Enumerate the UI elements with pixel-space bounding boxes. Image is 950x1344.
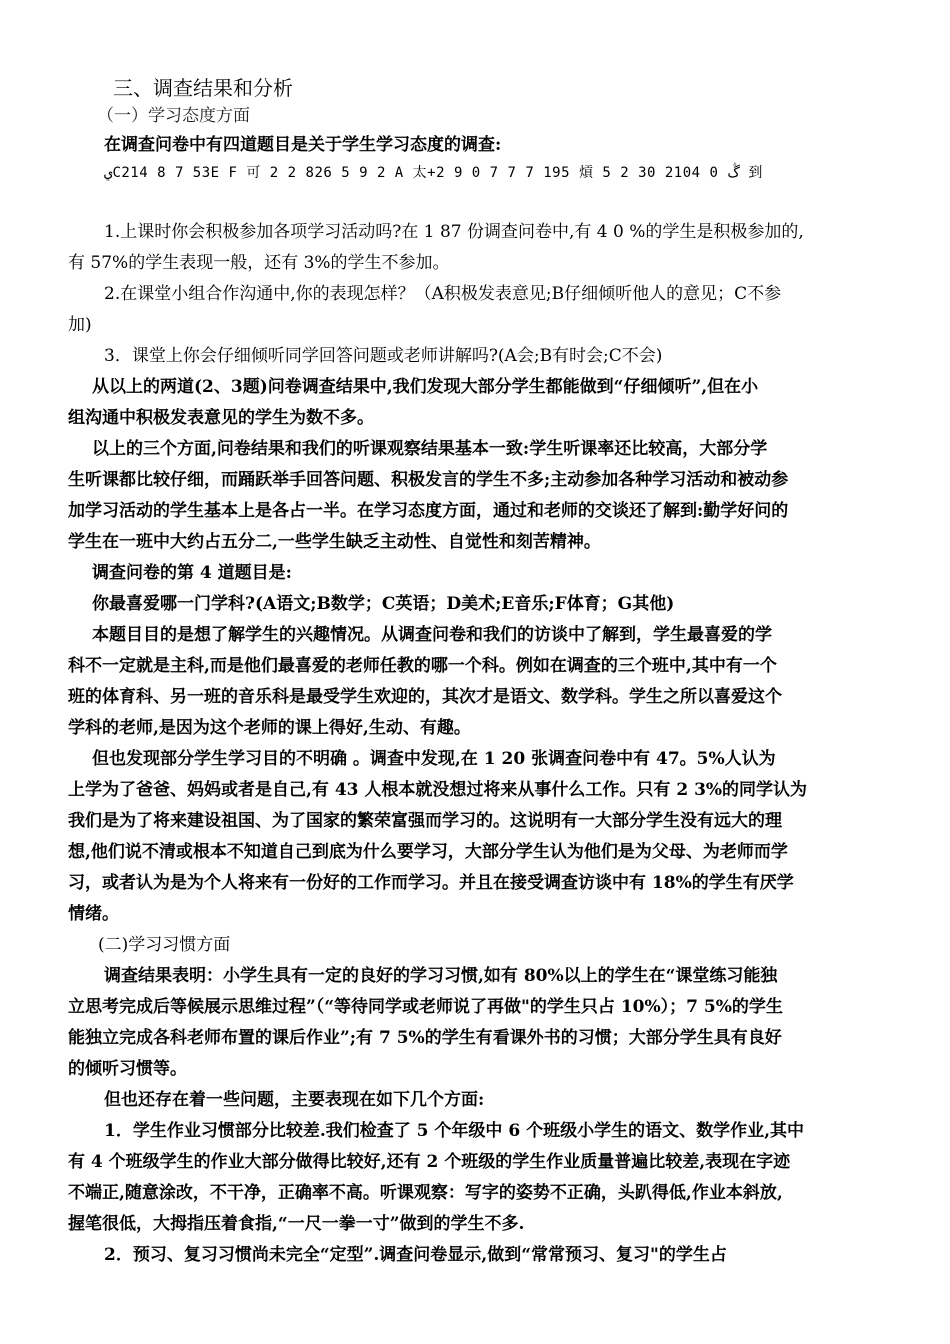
- body-line: 的倾听习惯等。: [68, 1059, 187, 1079]
- body-line: 但也还存在着一些问题，主要表现在如下几个方面:: [104, 1090, 485, 1110]
- body-line: 调查问卷的第 4 道题目是:: [92, 563, 292, 583]
- body-line: 本题目目的是想了解学生的兴趣情况。从调查问卷和我们的访谈中了解到，学生最喜爱的学: [92, 625, 772, 645]
- body-line: 能独立完成各科老师布置的课后作业”;有 7 5%的学生有看课外书的习惯；大部分学生具有良好: [68, 1028, 782, 1048]
- body-line: 1．学生作业习惯部分比较差.我们检查了 5 个年级中 6 个班级小学生的语文、数学作业,其中: [104, 1121, 804, 1141]
- body-line: 有 57%的学生表现一般，还有 3%的学生不参加。: [68, 253, 450, 273]
- body-line: 1.上课时你会积极参加各项学习活动吗?在 1 87 份调查问卷中,有 4 0 %的学生是积极参加的,: [104, 222, 804, 242]
- section-title: 三、调查结果和分析: [113, 76, 293, 100]
- body-line: 加学习活动的学生基本上是各占一半。在学习态度方面，通过和老师的交谈还了解到:勤学好问的: [68, 501, 789, 521]
- body-line: 但也发现部分学生学习目的不明确 。调查中发现,在 1 20 张调查问卷中有 47。5%人认为: [92, 749, 776, 769]
- body-line: 组沟通中积极发表意见的学生为数不多。: [68, 408, 374, 428]
- body-line: 2．预习、复习习惯尚未完全“定型”.调查问卷显示,做到“常常预习、复习"的学生占: [104, 1245, 727, 1265]
- body-line: 有 4 个班级学生的作业大部分做得比较好,还有 2 个班级的学生作业质量普遍比较差,表现在字迹: [68, 1152, 791, 1172]
- subsection-title-habits: (二)学习习惯方面: [98, 935, 231, 955]
- body-line: 想,他们说不清或根本不知道自己到底为什么要学习，大部分学生认为他们是为父母、为老师而学: [68, 842, 788, 862]
- body-line: 班的体育科、另一班的音乐科是最受学生欢迎的，其次才是语文、数学科。学生之所以喜爱这个: [68, 687, 782, 707]
- intro-line: 在调查问卷中有四道题目是关于学生学习态度的调查:: [104, 135, 502, 155]
- body-line: 握笔很低，大拇指压着食指,“一尺一拳一寸”做到的学生不多.: [68, 1214, 525, 1234]
- body-line: 2.在课堂小组合作沟通中,你的表现怎样？（A积极发表意见;B仔细倾听他人的意见；C不参: [104, 284, 782, 304]
- body-line: 调查结果表明：小学生具有一定的良好的学习习惯,如有 80%以上的学生在“课堂练习能独: [104, 966, 778, 986]
- body-line: 上学为了爸爸、妈妈或者是自己,有 43 人根本就没想过将来从事什么工作。只有 2 3%的同学认为: [68, 780, 808, 800]
- body-line: 我们是为了将来建设祖国、为了国家的繁荣富强而学习的。这说明有一大部分学生没有远大的理: [68, 811, 782, 831]
- body-line: 科不一定就是主科,而是他们最喜爱的老师任教的哪一个科。例如在调查的三个班中,其中有一个: [68, 656, 777, 676]
- garbled-line: يC214 8 7 53E F 可 2 2 826 5 9 2 A 太+2 9 0 7 7 7 195 熕 5 2 30 2104 0 ڴ 到: [104, 165, 763, 181]
- body-line: 从以上的两道(2、3题)问卷调查结果中,我们发现大部分学生都能做到“仔细倾听”,但在小: [92, 377, 759, 397]
- body-line: 3．课堂上你会仔细倾听同学回答问题或老师讲解吗?(A会;B有时会;C不会): [104, 346, 663, 366]
- body-line: 立思考完成后等候展示思维过程”（“等待同学或老师说了再做"的学生只占 10%）；7 5%的学生: [68, 997, 783, 1017]
- body-line: 学科的老师,是因为这个老师的课上得好,生动、有趣。: [68, 718, 471, 738]
- body-line: 以上的三个方面,问卷结果和我们的听课观察结果基本一致:学生听课率还比较高，大部分学: [92, 439, 768, 459]
- body-line: 加): [68, 315, 92, 335]
- body-line: 学生在一班中大约占五分二,一些学生缺乏主动性、自觉性和刻苦精神。: [68, 532, 601, 552]
- body-line: 习，或者认为是为个人将来有一份好的工作而学习。并且在接受调查访谈中有 18%的学生有厌学: [68, 873, 794, 893]
- body-line: 你最喜爱哪一门学科?(A语文;B数学；C英语；D美术;E音乐;F体育；G其他): [92, 594, 675, 614]
- subsection-title-attitude: （一）学习态度方面: [97, 106, 250, 126]
- body-line: 情绪。: [68, 904, 119, 924]
- body-line: 不端正,随意涂改，不干净，正确率不高。听课观察：写字的姿势不正确，头趴得低,作业本斜放,: [68, 1183, 783, 1203]
- body-text: [68, 217, 886, 1271]
- body-line: 生听课都比较仔细，而踊跃举手回答问题、积极发言的学生不多;主动参加各种学习活动和被动参: [68, 470, 789, 490]
